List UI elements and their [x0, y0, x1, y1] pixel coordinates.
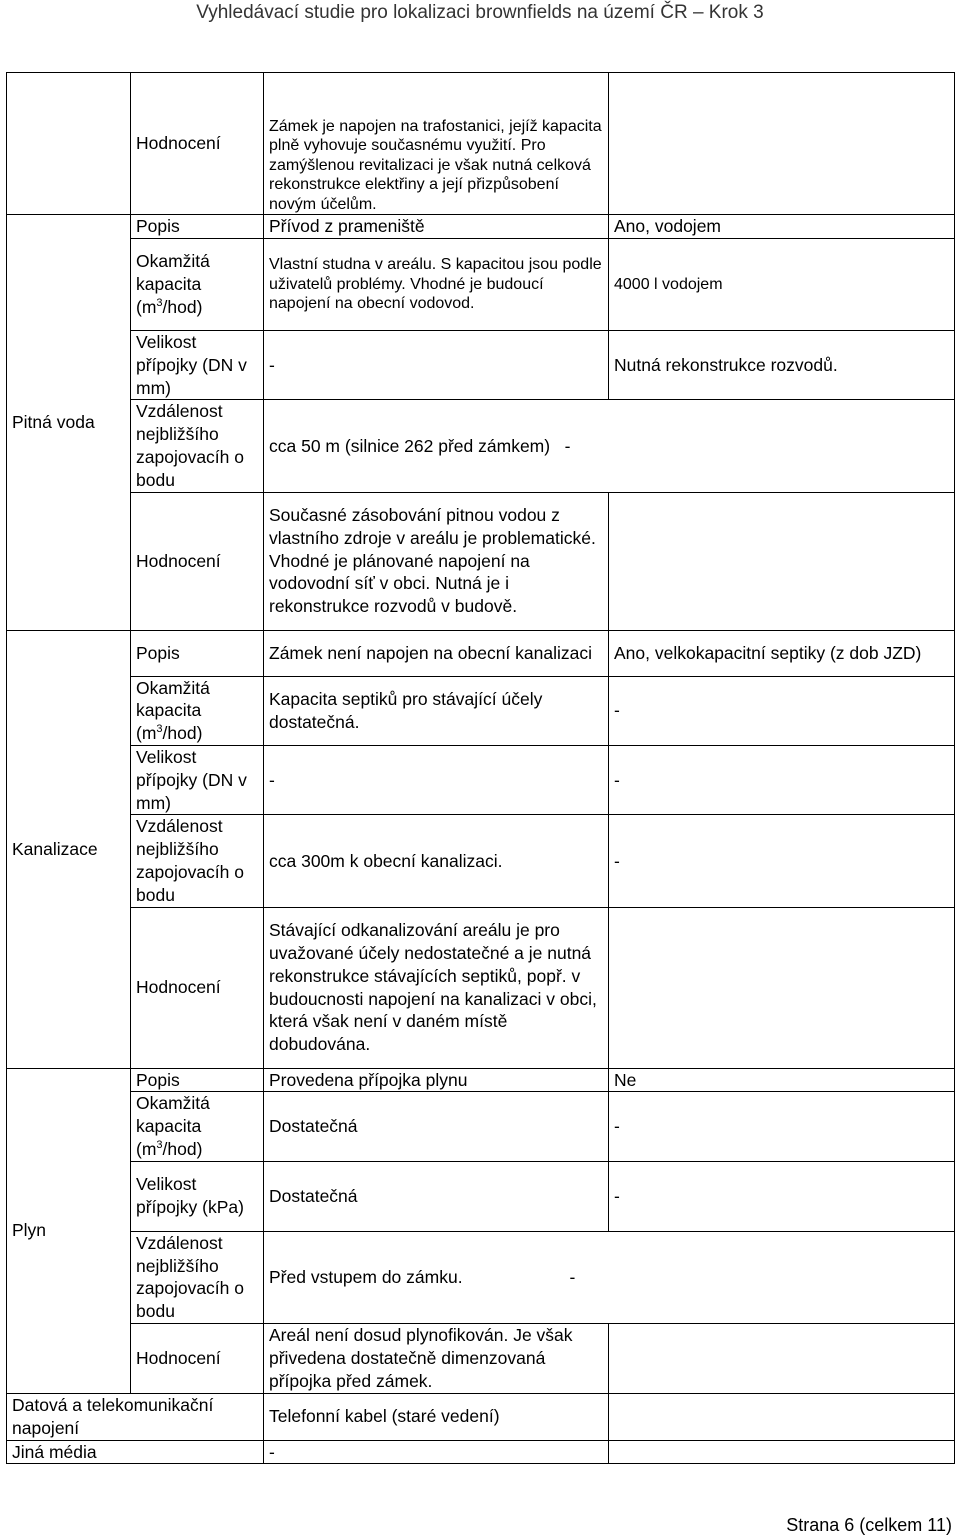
pitna-voda-popis: Přívod z prameniště: [264, 215, 609, 239]
row-label-velikost: Velikost přípojky (kPa): [131, 1161, 264, 1231]
table-row: [7, 73, 955, 215]
utilities-table: [6, 72, 955, 1464]
table-row: [7, 1323, 955, 1393]
table-row: [7, 745, 955, 814]
row-label-hodnoceni: Hodnocení: [131, 1323, 264, 1393]
row-label-hodnoceni: Hodnocení: [131, 907, 264, 1068]
row-label-vzdalenost: Vzdálenost nejbližšího zapojovacíh o bodu: [131, 815, 264, 907]
row-label-kapacita: Okamžitá kapacita $(m^3/hod)$: [131, 239, 264, 331]
pitna-voda-kapacita: Vlastní studna v areálu. S kapacitou jsou podle uživatelů problémy. Vhodné je budoucí napojení na obecní vodovod.: [264, 239, 609, 331]
table-row: [7, 907, 955, 1068]
kanalizace-kapacita: Kapacita septiků pro stávající účely dostatečná.: [264, 676, 609, 745]
note-cell-empty: [609, 492, 955, 630]
table-row: [7, 331, 955, 400]
category-pitna-voda: Pitná voda: [7, 215, 131, 631]
plyn-vzdalenost: Před vstupem do zámku. -: [264, 1231, 955, 1323]
pitna-voda-kapacita-note: 4000 l vodojem: [609, 239, 955, 331]
table-row: [7, 1231, 955, 1323]
plyn-popis: Provedena přípojka plynu: [264, 1068, 609, 1092]
plyn-kapacita: Dostatečná: [264, 1092, 609, 1161]
row-label-popis: Popis: [131, 1068, 264, 1092]
category-plyn: Plyn: [7, 1068, 131, 1393]
table-row: [7, 492, 955, 630]
table-row: [7, 630, 955, 676]
pitna-voda-vzdalenost: cca 50 m (silnice 262 před zámkem) -: [264, 400, 955, 492]
category-datova: Datová a telekomunikační napojení: [7, 1393, 264, 1440]
page-header: Vyhledávací studie pro lokalizaci brownfields na území ČR – Krok 3: [196, 2, 764, 23]
row-label-velikost: Velikost přípojky (DN v mm): [131, 745, 264, 814]
kanalizace-vzdalenost-note: -: [609, 815, 955, 907]
row-label-popis: Popis: [131, 630, 264, 676]
category-cell-empty: [7, 73, 131, 215]
plyn-velikost-note: -: [609, 1161, 955, 1231]
table-row: [7, 239, 955, 331]
pitna-voda-velikost: -: [264, 331, 609, 400]
category-jina-media: Jiná média: [7, 1440, 264, 1464]
row-label-hodnoceni: Hodnocení: [131, 73, 264, 215]
kanalizace-velikost: -: [264, 745, 609, 814]
table-row: [7, 1393, 955, 1440]
note-cell-empty: [609, 1323, 955, 1393]
plyn-hodnoceni-text: Areál není dosud plynofikován. Je však přivedena dostatečně dimenzovaná přípojka před zámek.: [264, 1323, 609, 1393]
pitna-voda-popis-note: Ano, vodojem: [609, 215, 955, 239]
row-label-vzdalenost: Vzdálenost nejbližšího zapojovacíh o bodu: [131, 400, 264, 492]
electricity-hodnoceni-text: Zámek je napojen na trafostanici, jejíž kapacita plně vyhovuje současnému využití. Pro zamýšlenou revitalizaci je však nutná celková rekonstrukce elektřiny a její přizpůsobení novým účelům.: [264, 73, 609, 215]
table-row: [7, 1440, 955, 1464]
note-cell-empty: [609, 1440, 955, 1464]
pitna-voda-velikost-note: Nutná rekonstrukce rozvodů.: [609, 331, 955, 400]
plyn-velikost: Dostatečná: [264, 1161, 609, 1231]
kanalizace-popis-note: Ano, velkokapacitní septiky (z dob JZD): [609, 630, 955, 676]
row-label-popis: Popis: [131, 215, 264, 239]
note-cell-empty: [609, 1393, 955, 1440]
datova-value: Telefonní kabel (staré vedení): [264, 1393, 609, 1440]
table-row: [7, 1068, 955, 1092]
note-cell-empty: [609, 907, 955, 1068]
row-label-velikost: Velikost přípojky (DN v mm): [131, 331, 264, 400]
row-label-hodnoceni: Hodnocení: [131, 492, 264, 630]
row-label-vzdalenost: Vzdálenost nejbližšího zapojovacíh o bodu: [131, 1231, 264, 1323]
table-row: [7, 676, 955, 745]
table-row: [7, 1161, 955, 1231]
table-row: [7, 215, 955, 239]
table-row: [7, 400, 955, 492]
kanalizace-hodnoceni-text: Stávající odkanalizování areálu je pro uvažované účely nedostatečné a je nutná rekonstrukce stávajících septiků, popř. v budoucnosti napojení na kanalizaci v obci, která však není v daném místě dobudována.: [264, 907, 609, 1068]
plyn-popis-note: Ne: [609, 1068, 955, 1092]
jina-value: -: [264, 1440, 609, 1464]
plyn-kapacita-note: -: [609, 1092, 955, 1161]
kanalizace-popis: Zámek není napojen na obecní kanalizaci: [264, 630, 609, 676]
row-label-kapacita: Okamžitá kapacita $(m^3/hod)$: [131, 676, 264, 745]
kanalizace-velikost-note: -: [609, 745, 955, 814]
page-number: Strana 6 (celkem 11): [786, 1515, 952, 1535]
pitna-voda-hodnoceni-text: Současné zásobování pitnou vodou z vlastního zdroje v areálu je problematické. Vhodné je plánované napojení na vodovodní síť v obci. Nutná je i rekonstrukce rozvodů v budově.: [264, 492, 609, 630]
note-cell-empty: [609, 73, 955, 215]
table-row: [7, 815, 955, 907]
table-row: [7, 1092, 955, 1161]
row-label-kapacita: Okamžitá kapacita $(m^3/hod)$: [131, 1092, 264, 1161]
category-kanalizace: Kanalizace: [7, 630, 131, 1068]
kanalizace-kapacita-note: -: [609, 676, 955, 745]
kanalizace-vzdalenost: cca 300m k obecní kanalizaci.: [264, 815, 609, 907]
